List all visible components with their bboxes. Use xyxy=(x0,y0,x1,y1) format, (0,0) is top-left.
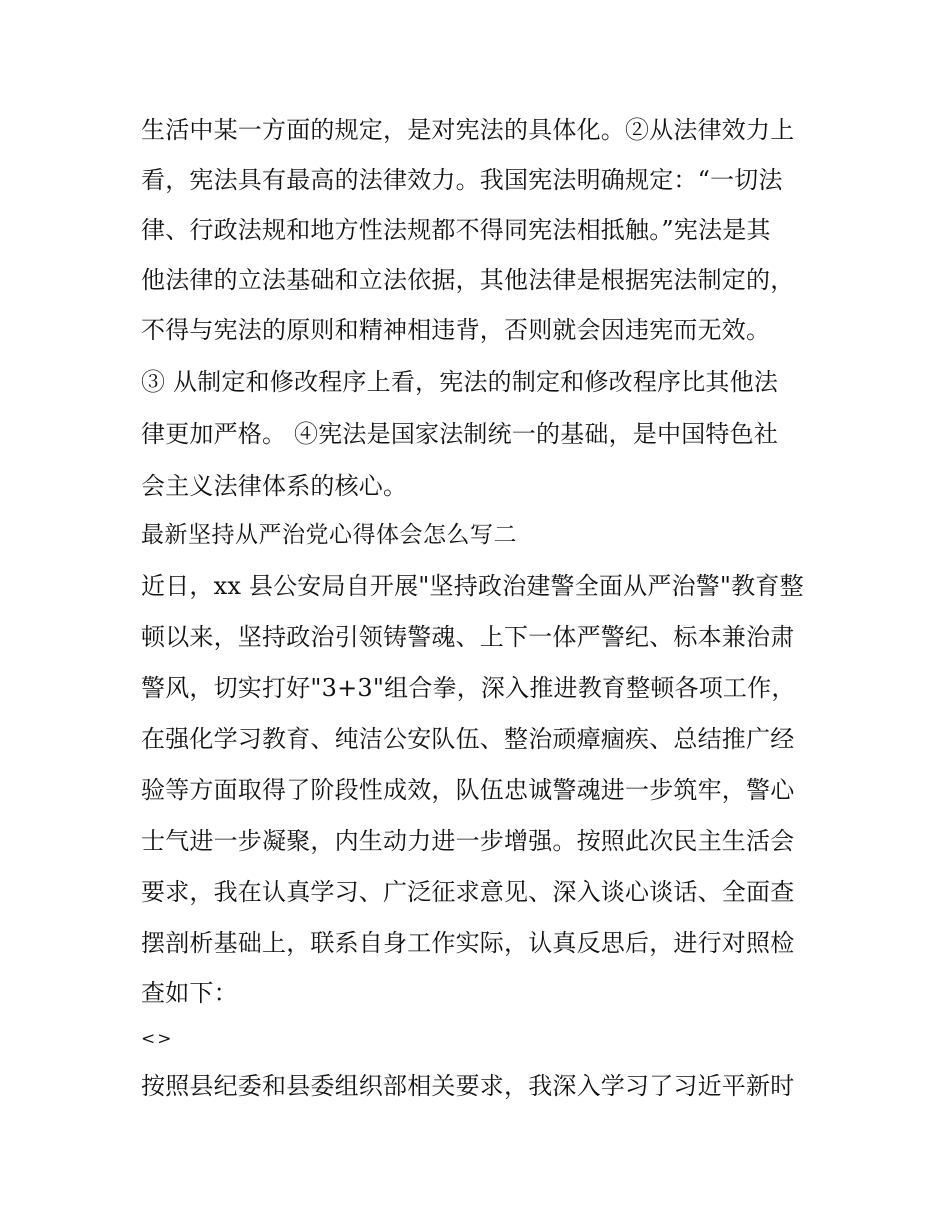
text-line: 不得与宪法的原则和精神相违背，否则就会因违宪而无效。 xyxy=(141,316,771,344)
text-line: 律、行政法规和地方性法规都不得同宪法相抵触。”宪法是其 xyxy=(141,216,771,244)
text-line: 要求，我在认真学习、广泛征求意见、深入谈心谈话、全面查 xyxy=(141,878,795,906)
text-line: ③ 从制定和修改程序上看，宪法的制定和修改程序比其他法 xyxy=(141,368,779,396)
placeholder-marker: <> xyxy=(141,1029,174,1049)
text-line: 在强化学习教育、纯洁公安队伍、整治顽瘴痼疾、总结推广经 xyxy=(141,725,795,753)
text-line: 查如下： xyxy=(141,979,238,1007)
text-line: 生活中某一方面的规定，是对宪法的具体化。②从法律效力上 xyxy=(141,116,795,144)
text-line: 他法律的立法基础和立法依据，其他法律是根据宪法制定的， xyxy=(141,266,795,294)
section-heading: 最新坚持从严治党心得体会怎么写二 xyxy=(141,522,517,548)
text-line: 律更加严格。 ④宪法是国家法制统一的基础，是中国特色社 xyxy=(141,420,779,448)
text-line: 警风，切实打好"3+3"组合拳，深入推进教育整顿各项工作， xyxy=(141,674,796,702)
text-line: 摆剖析基础上，联系自身工作实际，认真反思后，进行对照检 xyxy=(141,929,795,957)
text-line: 按照县纪委和县委组织部相关要求，我深入学习了习近平新时 xyxy=(141,1072,795,1100)
text-line: 看，宪法具有最高的法律效力。我国宪法明确规定：“一切法 xyxy=(141,166,783,194)
text-line: 近日，xx 县公安局自开展"坚持政治建警全面从严治警"教育整 xyxy=(141,572,804,600)
text-line: 顿以来，坚持政治引领铸警魂、上下一体严警纪、标本兼治肃 xyxy=(141,623,795,651)
text-line: 会主义法律体系的核心。 xyxy=(141,472,408,500)
text-line: 士气进一步凝聚，内生动力进一步增强。按照此次民主生活会 xyxy=(141,827,795,855)
text-line: 验等方面取得了阶段性成效，队伍忠诚警魂进一步筑牢，警心 xyxy=(141,776,795,804)
